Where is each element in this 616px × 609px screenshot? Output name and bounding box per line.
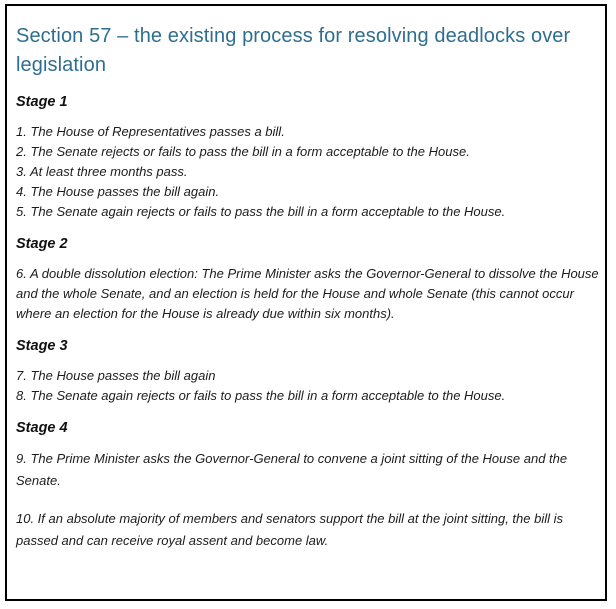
stage-4-heading: Stage 4: [16, 420, 68, 436]
stage-1-section: [16, 94, 603, 222]
step-item-9: 9. The Prime Minister asks the Governor-General to convene a joint sitting of the House and the Senate.: [16, 451, 568, 488]
step-item-5: 5. The Senate again rejects or fails to pass the bill in a form acceptable to the House.: [16, 204, 506, 219]
page-title: Section 57 – the existing process for resolving deadlocks over legislation: [16, 25, 571, 76]
step-item-2: 2. The Senate rejects or fails to pass the bill in a form acceptable to the House.: [16, 144, 470, 159]
stage-2-section: [16, 236, 603, 324]
step-item-4: 4. The House passes the bill again.: [16, 184, 220, 199]
stage-4-section: [16, 420, 603, 552]
step-item-7: 7. The House passes the bill again: [16, 368, 216, 383]
stage-4-steps: [16, 448, 603, 552]
step-item-3: 3. At least three months pass.: [16, 164, 188, 179]
stage-3-steps: [16, 366, 603, 406]
stage-2-heading: Stage 2: [16, 236, 68, 252]
stage-3-section: [16, 338, 603, 406]
step-item-8: 8. The Senate again rejects or fails to pass the bill in a form acceptable to the House.: [16, 388, 506, 403]
stage-1-steps: [16, 122, 603, 222]
step-item-6: 6. A double dissolution election: The Prime Minister asks the Governor-General to dissolve the House and the whole Senate, and an election is held for the House and whole Senate (this cannot occur where an election for the House is already due within six months).: [16, 266, 599, 321]
step-item-10: 10. If an absolute majority of members and senators support the bill at the joint sitting, the bill is passed and can receive royal assent and become law.: [16, 511, 564, 548]
document-frame: [5, 4, 607, 601]
step-item-1: 1. The House of Representatives passes a bill.: [16, 124, 285, 139]
stage-1-heading: Stage 1: [16, 94, 68, 110]
stage-3-heading: Stage 3: [16, 338, 68, 354]
stage-2-steps: [16, 264, 603, 324]
